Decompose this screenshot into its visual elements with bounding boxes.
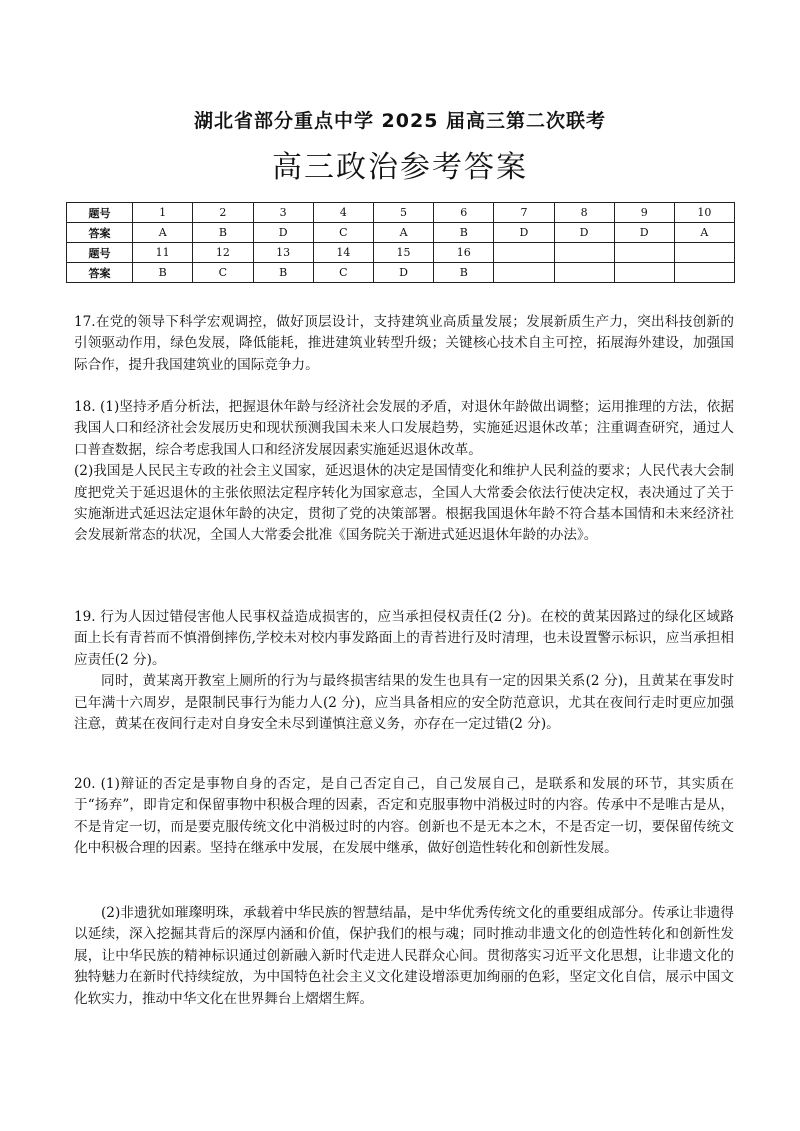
question-number: 4 [313, 203, 373, 223]
question-number: 7 [494, 203, 554, 223]
empty-cell [494, 263, 554, 283]
question-number: 15 [373, 243, 433, 263]
answer-20-part-2: (2)非遗犹如璀璨明珠，承载着中华民族的智慧结晶，是中华优秀传统文化的重要组成部分。传承让非遗得以延续，深入挖掘其背后的深厚内涵和价值，保护我们的根与魂；同时推动非遗文化的创造性转化和创新性发展，让中华民族的精神标识通过创新融入新时代走进人民群众心间。贯彻落实习近平文化思想，让非遗文化的独特魅力在新时代持续绽放，为中国特色社会主义文化建设增添更加绚丽的色彩，坚定文化自信，展示中国文化软实力，推动中华文化在世界舞台上熠熠生辉。 [74, 905, 734, 1007]
empty-cell [494, 243, 554, 263]
empty-cell [554, 263, 614, 283]
answer-cell: D [554, 223, 614, 243]
answer-cell: D [494, 223, 554, 243]
empty-cell [554, 243, 614, 263]
answer-18-part-2: (2)我国是人民民主专政的社会主义国家，延迟退休的决定是国情变化和维护人民利益的要求；人民代表大会制度把党关于延迟退休的主张依照法定程序转化为国家意志，全国人大常委会依法行使决定权，表决通过了关于实施渐进式延迟法定退休年龄的决定，贯彻了党的决策部署。根据我国退休年龄不符合基本国情和未来经济社会发展新常态的状况，全国人大常委会批准《国务院关于渐进式延迟退休年龄的办法》。 [74, 463, 734, 544]
answer-20-part-1: 20. (1)辩证的否定是事物自身的否定，是自己否定自己，自己发展自己，是联系和发展的环节，其实质在于“扬弃”，即肯定和保留事物中积极合理的因素，否定和克服事物中消极过时的内容。传承中不是唯古是从，不是肯定一切，而是要克服传统文化中消极过时的内容。创新也不是无本之木，不是否定一切，要保留传统文化中积极合理的因素。坚持在继承中发展，在发展中继承，做好创造性转化和创新性发展。 [74, 776, 734, 857]
answer-cell: C [313, 263, 373, 283]
answer-cell: B [434, 263, 494, 283]
question-number: 2 [193, 203, 253, 223]
answer-cell: A [133, 223, 193, 243]
question-number: 1 [133, 203, 193, 223]
empty-cell [674, 263, 734, 283]
row-label-question: 题号 [67, 203, 133, 223]
table-row [67, 243, 735, 263]
empty-cell [614, 263, 674, 283]
exam-title: 湖北省部分重点中学 2025 届高三第二次联考 [193, 110, 607, 132]
question-number: 3 [253, 203, 313, 223]
answer-cell: D [373, 263, 433, 283]
answer-20-part-2-block [74, 903, 734, 1010]
answer-cell: A [674, 223, 734, 243]
answer-cell: B [193, 223, 253, 243]
answer-table [66, 202, 735, 283]
empty-cell [614, 243, 674, 263]
answer-17-text: 17.在党的领导下科学宏观调控，做好顶层设计，支持建筑业高质量发展；发展新质生产力，突出科技创新的引领驱动作用，绿色发展，降低能耗，推进建筑业转型升级；关键核心技术自主可控，拓展海外建设，加强国际合作，提升我国建筑业的国际竞争力。 [74, 314, 734, 373]
answer-18-part-1: 18. (1)坚持矛盾分析法，把握退休年龄与经济社会发展的矛盾，对退休年龄做出调整；运用推理的方法，依据我国人口和经济社会发展历史和现状预测我国未来人口发展趋势，实施延迟退休改革；注重调查研究，通过人口普查数据，综合考虑我国人口和经济发展因素实施延迟退休改革。 [74, 399, 734, 458]
table-row [67, 203, 735, 223]
table-row [67, 263, 735, 283]
question-number: 12 [193, 243, 253, 263]
answer-19 [74, 607, 734, 735]
answer-cell: D [614, 223, 674, 243]
question-number: 11 [133, 243, 193, 263]
row-label-answer: 答案 [67, 223, 133, 243]
question-number: 14 [313, 243, 373, 263]
answer-cell: A [373, 223, 433, 243]
answer-19-part-2: 同时，黄某离开教室上厕所的行为与最终损害结果的发生也具有一定的因果关系(2 分)，且黄某在事发时已年满十六周岁，是限制民事行为能力人(2 分)，应当具备相应的安全防范意识，尤其在夜间行走时更应加强注意，黄某在夜间行走对自身安全未尽到谨慎注意义务，亦存在一定过错(2 分)。 [74, 673, 734, 733]
question-number: 6 [434, 203, 494, 223]
question-number: 16 [434, 243, 494, 263]
answer-cell: C [193, 263, 253, 283]
question-number: 8 [554, 203, 614, 223]
answer-20-part-1-block [74, 774, 734, 860]
answer-18 [74, 397, 734, 547]
empty-cell [674, 243, 734, 263]
answer-cell: B [434, 223, 494, 243]
row-label-answer: 答案 [67, 263, 133, 283]
question-number: 10 [674, 203, 734, 223]
answer-cell: C [313, 223, 373, 243]
answer-cell: D [253, 223, 313, 243]
question-number: 9 [614, 203, 674, 223]
row-label-question: 题号 [67, 243, 133, 263]
table-row [67, 223, 735, 243]
answer-17 [74, 312, 734, 376]
question-number: 5 [373, 203, 433, 223]
question-number: 13 [253, 243, 313, 263]
page-title: 高三政治参考答案 [272, 150, 528, 185]
answer-cell: B [133, 263, 193, 283]
answer-cell: B [253, 263, 313, 283]
answer-19-part-1: 19. 行为人因过错侵害他人民事权益造成损害的，应当承担侵权责任(2 分)。在校的黄某因路过的绿化区域路面上长有青苔而不慎滑倒摔伤,学校未对校内事发路面上的青苔进行及时清理，也未设置警示标识，应当承担相应责任(2 分)。 [74, 609, 734, 668]
